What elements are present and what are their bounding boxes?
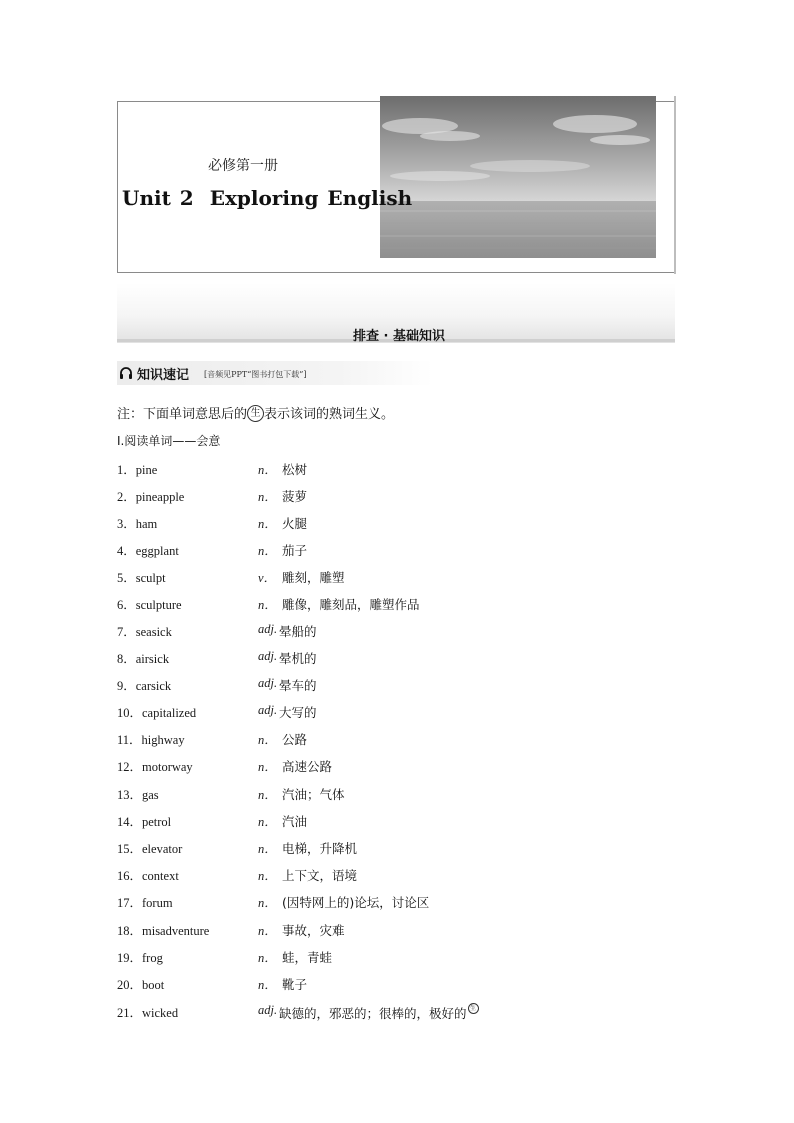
vocab-pos: n．: [258, 788, 277, 802]
vocab-row: [117, 757, 677, 777]
vocab-meaning: 晕船的: [279, 624, 317, 639]
vocab-meaning: 大写的: [279, 705, 317, 720]
vocab-meaning: 汽油: [282, 814, 308, 829]
vocab-word: 16．context: [117, 869, 179, 883]
banner-edge: [674, 96, 676, 274]
vocab-meaning: 菠萝: [282, 489, 308, 504]
vocab-pos: n．: [258, 869, 277, 883]
instruction-before: 注：下面单词意思后的: [117, 407, 248, 422]
vocab-word: 7．seasick: [117, 625, 172, 639]
vocab-row: [117, 622, 677, 642]
vocab-pos: n．: [258, 598, 277, 612]
vocab-meaning: 公路: [282, 732, 308, 747]
vocab-pos: adj.: [258, 649, 278, 663]
vocab-row: [117, 975, 677, 995]
vocab-word: 13．gas: [117, 788, 159, 802]
vocab-row: [117, 730, 677, 750]
vocab-row: [117, 649, 677, 669]
vocab-pos: adj.: [258, 622, 278, 636]
vocab-row: [117, 541, 677, 561]
vocab-word: 3．ham: [117, 517, 158, 531]
vocab-row: [117, 676, 677, 696]
headphones-icon: [119, 365, 133, 379]
vocab-row: [117, 1003, 677, 1023]
vocab-word: 8．airsick: [117, 652, 170, 666]
vocab-pos: n．: [258, 815, 277, 829]
unit-name: Exploring English: [209, 186, 413, 210]
vocab-word: 15．elevator: [117, 842, 183, 856]
vocab-row: [117, 514, 677, 534]
vocab-row: [117, 812, 677, 832]
vocab-word: 18．misadventure: [117, 924, 210, 938]
knowledge-title: 知识速记: [137, 368, 190, 383]
vocab-row: [117, 893, 677, 913]
vocab-word: 6．sculpture: [117, 598, 182, 612]
vocab-word: 19．frog: [117, 951, 163, 965]
vocab-word: 20．boot: [117, 978, 165, 992]
vocab-word: 1．pine: [117, 463, 158, 477]
vocab-meaning: [279, 1003, 479, 1022]
vocab-pos: n．: [258, 463, 277, 477]
vocab-pos: n．: [258, 490, 277, 504]
vocab-row: [117, 921, 677, 941]
vocab-meaning: 高速公路: [282, 759, 333, 774]
vocab-row: [117, 568, 677, 588]
sheng-marker: 生: [247, 405, 264, 422]
vocab-pos: n．: [258, 924, 277, 938]
vocab-meaning: 松树: [282, 462, 308, 477]
vocab-pos: n．: [258, 978, 277, 992]
book-subtitle: 必修第一册: [208, 158, 278, 174]
vocab-meaning: 汽油；气体: [282, 787, 345, 802]
unit-title: [122, 186, 412, 210]
vocab-meaning: 上下文，语境: [282, 868, 358, 883]
vocab-row: [117, 785, 677, 805]
vocab-pos: v．: [258, 571, 277, 585]
seascape-image: [380, 96, 656, 258]
vocab-meaning: 茄子: [282, 543, 308, 558]
vocab-row: [117, 703, 677, 723]
vocab-meaning: 事故，灾难: [282, 923, 345, 938]
vocab-word: 2．pineapple: [117, 490, 185, 504]
vocab-row: [117, 866, 677, 886]
vocab-row: [117, 487, 677, 507]
vocab-word: 14．petrol: [117, 815, 172, 829]
vocab-word: 11．highway: [117, 733, 185, 747]
instruction-after: 表示该词的熟词生义。: [264, 407, 395, 422]
section-header: 排查 · 基础知识: [353, 329, 445, 344]
vocab-meaning: 蛙，青蛙: [282, 950, 333, 965]
part-title: Ⅰ.阅读单词——会意: [117, 434, 221, 448]
vocab-meaning: 雕像，雕刻品，雕塑作品: [282, 597, 420, 612]
vocab-pos: n．: [258, 951, 277, 965]
vocab-pos: n．: [258, 517, 277, 531]
vocab-meaning: 电梯，升降机: [282, 841, 358, 856]
vocab-row: [117, 460, 677, 480]
vocab-row: [117, 595, 677, 615]
vocab-meaning: 火腿: [282, 516, 308, 531]
vocab-word: 4．eggplant: [117, 544, 179, 558]
vocab-word: 10．capitalized: [117, 706, 197, 720]
vocab-pos: n．: [258, 842, 277, 856]
vocab-pos: adj.: [258, 703, 278, 717]
vocab-meaning: (因特网上的)论坛，讨论区: [282, 895, 430, 910]
vocab-pos: n．: [258, 544, 277, 558]
vocab-word: 21．wicked: [117, 1006, 179, 1020]
sheng-marker: 生: [468, 1003, 479, 1014]
instruction-note: [117, 403, 394, 422]
vocab-pos: n．: [258, 760, 277, 774]
vocab-pos: n．: [258, 896, 277, 910]
audio-note: [音频见PPT“图书打包下载”]: [204, 370, 307, 379]
vocab-row: [117, 839, 677, 859]
vocab-word: 17．forum: [117, 896, 173, 910]
vocab-meaning: 晕车的: [279, 678, 317, 693]
vocab-meaning: 雕刻，雕塑: [282, 570, 345, 585]
unit-number: Unit 2: [122, 186, 194, 210]
vocab-word: 12．motorway: [117, 760, 193, 774]
vocab-word: 5．sculpt: [117, 571, 166, 585]
vocab-meaning-text: 缺德的，邪恶的；很棒的，极好的: [279, 1006, 467, 1021]
vocab-row: [117, 948, 677, 968]
vocab-meaning: 靴子: [282, 977, 308, 992]
vocab-meaning: 晕机的: [279, 651, 317, 666]
vocab-word: 9．carsick: [117, 679, 172, 693]
vocab-pos: adj.: [258, 1003, 278, 1017]
vocab-pos: adj.: [258, 676, 278, 690]
vocab-pos: n．: [258, 733, 277, 747]
